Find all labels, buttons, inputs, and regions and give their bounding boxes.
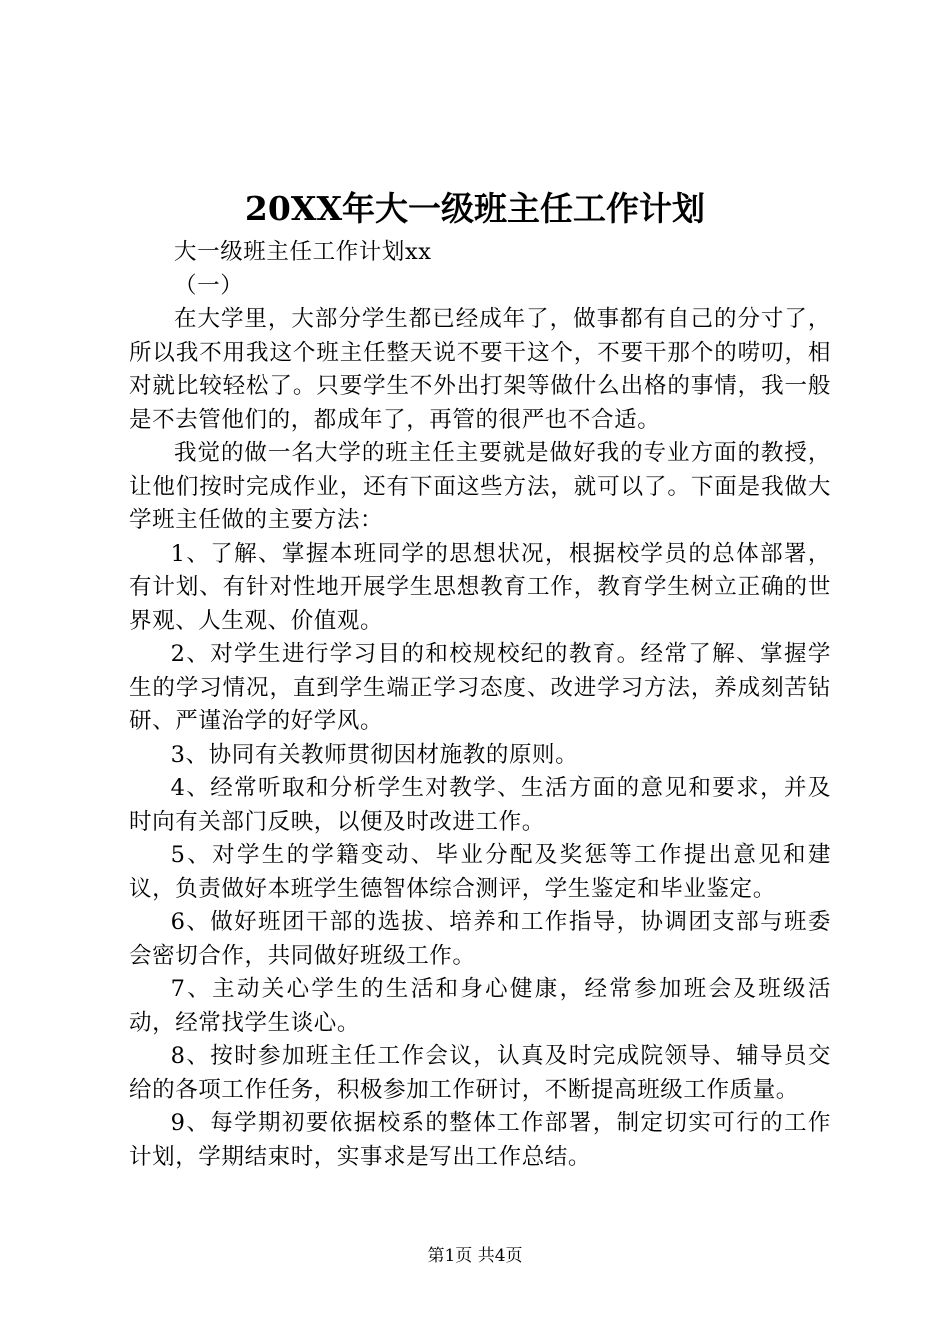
list-item-9: 9、每学期初要依据校系的整体工作部署，制定切实可行的工作计划，学期结束时，实事求是写出工作总结。 [129,1110,831,1170]
subtitle-paragraph: 大一级班主任工作计划xx [174,239,432,265]
list-item-6: 6、做好班团干部的选拔、培养和工作指导，协调团支部与班委会密切合作，共同做好班级工作。 [129,909,831,969]
document-body [129,236,831,1174]
list-item-2: 2、对学生进行学习目的和校规校纪的教育。经常了解、掌握学生的学习情况，直到学生端正学习态度、改进学习方法，养成刻苦钻研、严谨治学的好学风。 [129,641,831,734]
document-title: 20XX年大一级班主任工作计划 [244,189,706,228]
paragraph-method-overview: 我觉的做一名大学的班主任主要就是做好我的专业方面的教授，让他们按时完成作业，还有下面这些方法，就可以了。下面是我做大学班主任做的主要方法： [129,440,831,533]
list-item-3: 3、协同有关教师贯彻因材施教的原则。 [170,741,579,768]
list-item-8: 8、按时参加班主任工作会议，认真及时完成院领导、辅导员交给的各项工作任务，积极参加工作研讨，不断提高班级工作质量。 [129,1043,831,1103]
list-item-5: 5、对学生的学籍变动、毕业分配及奖惩等工作提出意见和建议，负责做好本班学生德智体综合测评，学生鉴定和毕业鉴定。 [129,842,831,902]
section-marker: （一） [174,272,244,299]
list-item-7: 7、主动关心学生的生活和身心健康，经常参加班会及班级活动，经常找学生谈心。 [129,976,831,1036]
list-item-4: 4、经常听取和分析学生对教学、生活方面的意见和要求，并及时向有关部门反映，以便及时改进工作。 [129,775,831,835]
page-footer: 第1页 共4页 [427,1246,523,1266]
list-item-1: 1、了解、掌握本班同学的思想状况，根据校学员的总体部署，有计划、有针对性地开展学生思想教育工作，教育学生树立正确的世界观、人生观、价值观。 [129,540,831,634]
paragraph-intro: 在大学里，大部分学生都已经成年了，做事都有自己的分寸了，所以我不用我这个班主任整天说不要干这个，不要干那个的唠叨，相对就比较轻松了。只要学生不外出打架等做什么出格的事情，我一般是不去管他们的，都成年了，再管的很严也不合适。 [129,306,831,433]
